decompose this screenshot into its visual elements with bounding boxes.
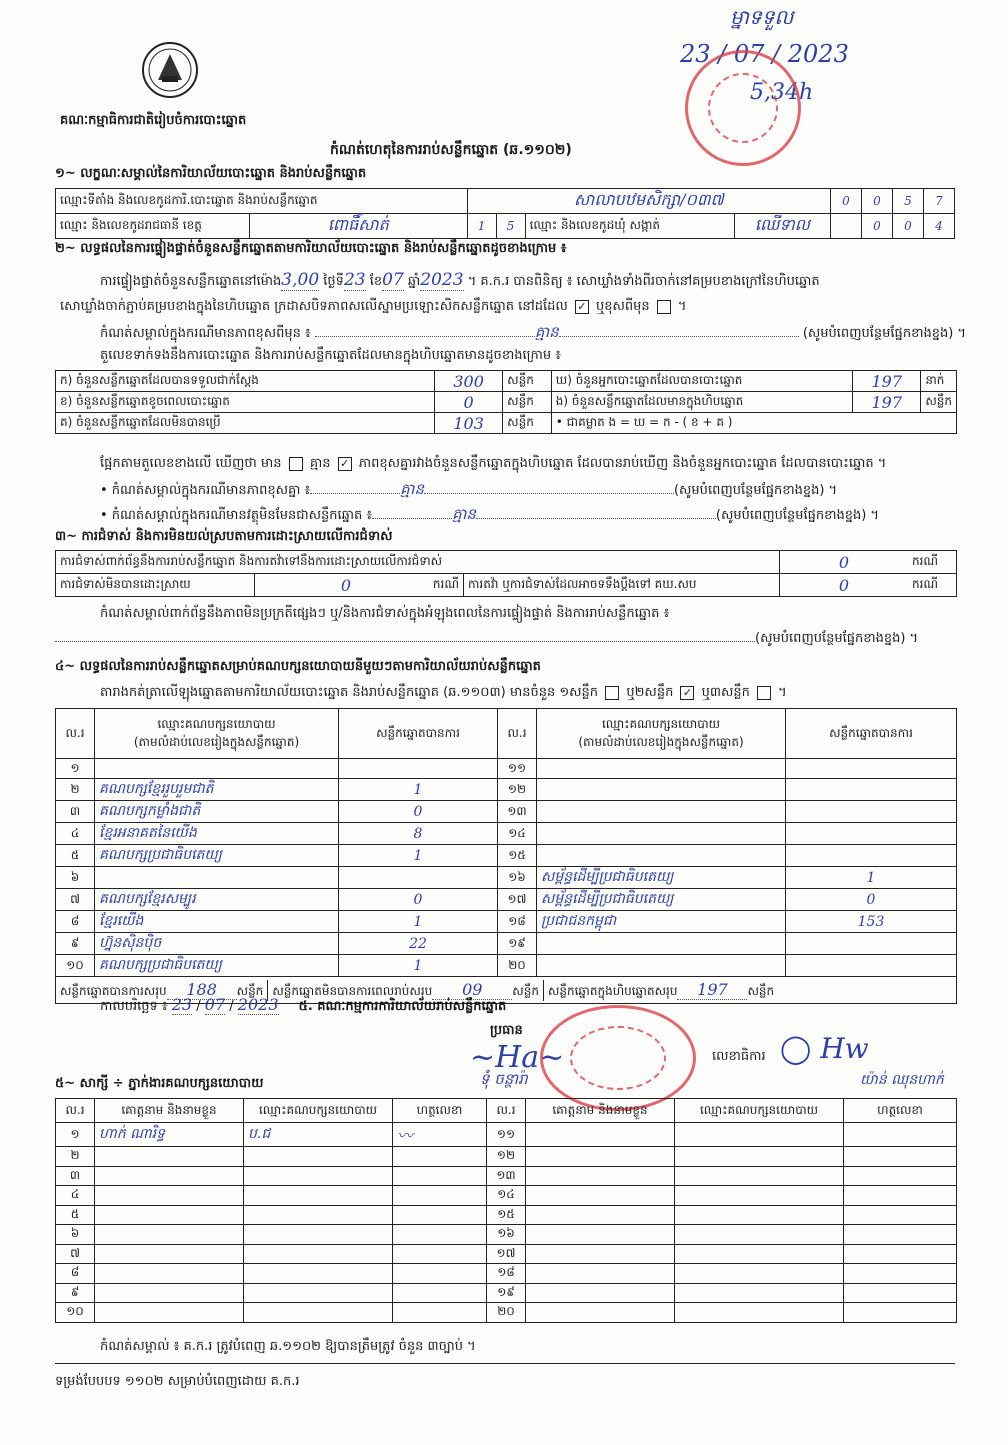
- verify-month: 07: [382, 270, 404, 290]
- difference-note-value: គ្មាន: [400, 480, 424, 498]
- location-code-2: 0: [862, 189, 893, 214]
- witness-party: [244, 1244, 393, 1264]
- result-row: [56, 759, 957, 779]
- witness-party: [675, 1303, 844, 1323]
- witness-signature: [844, 1123, 957, 1147]
- hw-received-time: 5,34h: [750, 80, 814, 105]
- witness-signature: [393, 1166, 487, 1186]
- witness-number: ១៤: [487, 1186, 526, 1206]
- witness-row: [56, 1186, 957, 1206]
- nec-logo: [140, 40, 200, 100]
- party-name: [537, 779, 786, 801]
- party-number: ១២: [498, 779, 537, 801]
- no-difference-checkbox[interactable]: ✓: [338, 457, 352, 471]
- complaint-value: 0: [780, 551, 909, 574]
- verify-year: 2023: [420, 270, 464, 290]
- witness-number: ៧: [56, 1244, 95, 1264]
- sign-day: 23: [171, 995, 193, 1014]
- appeal-value: 0: [780, 574, 909, 597]
- witness-row: [56, 1303, 957, 1323]
- party-name: សម្ព័ន្ធដើម្បីប្រជាធិបតេយ្យ: [537, 867, 786, 889]
- location-code-4: 7: [924, 189, 955, 214]
- witness-name: [526, 1283, 675, 1303]
- party-votes: [786, 823, 957, 845]
- witness-number: ១៧: [487, 1244, 526, 1264]
- secretary-name: យ៉ាន់ ឈុនហាក់: [860, 1072, 944, 1088]
- witness-party: [244, 1147, 393, 1167]
- witness-party: [675, 1244, 844, 1264]
- province-value: ពោធិ៍សាត់: [250, 214, 468, 239]
- witness-name: [526, 1303, 675, 1323]
- official-stamp-top: [685, 50, 801, 166]
- secretary-signature: ◯ Hw: [780, 1032, 869, 1065]
- difference-line: ផ្អែកតាមតួលេខខាងលើ ឃើញថា មាន គ្មាន ✓ ភាពខុសគ្នារវាងចំនួនសន្លឹកឆ្នោតក្នុងហិបឆ្នោត ដែលបានរាប់ឃើញ និងចំនួនអ្នកបោះឆ្នោត ដែលបានបោះឆ្នោត ។: [100, 456, 887, 471]
- witness-row: [56, 1166, 957, 1186]
- party-number: ១៦: [498, 867, 537, 889]
- witness-name: [95, 1147, 244, 1167]
- party-name: គណបក្សកម្លាំងជាតិ: [95, 801, 339, 823]
- witness-party: [244, 1283, 393, 1303]
- verification-line-1: ការផ្ទៀងផ្ទាត់ចំនួនសន្លឹកឆ្នោតនៅម៉ោង3,00 ថ្ងៃទី23 ខែ07 ឆ្នាំ2023 ។ គ.ក.រ បានពិនិត្យ ៖ សោឃ្លាំងទាំងពីរចាក់នៅគម្របខាងក្រៅនៃហិបឆ្នោត: [100, 270, 820, 290]
- location-label: ឈ្មោះទីតាំង និងលេខកូដការិ.បោះឆ្នោត និងរាប់សន្លឹកឆ្នោត: [56, 189, 468, 214]
- section2-title: ២~ លទ្ធផលនៃការផ្ទៀងផ្ទាត់ចំនួនសន្លឹកឆ្នោតតាមការិយាល័យបោះឆ្នោត និងរាប់សន្លឹកឆ្នោតដូចខាងក្រោម ៖: [55, 241, 567, 256]
- witness-party: [675, 1264, 844, 1284]
- witness-party: [675, 1225, 844, 1245]
- party-number: ១៤: [498, 823, 537, 845]
- witness-signature: 〰: [393, 1123, 487, 1147]
- witness-signature: [393, 1225, 487, 1245]
- witness-number: ១៣: [487, 1166, 526, 1186]
- secretary-label: លេខាធិការ: [712, 1049, 766, 1064]
- party-number: ២០: [498, 955, 537, 977]
- party-number: ១៩: [498, 933, 537, 955]
- party-name: គណបក្សប្រជាធិបតេយ្យ: [95, 955, 339, 977]
- total-valid: 188: [167, 980, 237, 1000]
- witness-name: ហាក់ ណារិទ្ធ: [95, 1123, 244, 1147]
- witness-party: [244, 1205, 393, 1225]
- witness-number: ១១: [487, 1123, 526, 1147]
- witness-table: ល.រ គោត្តនាម និងនាមខ្លួន ឈ្មោះគណបក្សនយោបាយ ហត្ថលេខា ល.រ គោត្តនាម និងនាមខ្លួន ឈ្មោះគណបក្សនយោបាយ ហត្ថលេខា ១ ហាក់ ណារិទ្ធ ប.ជ 〰 ១១ ២ ១២ ៣ ១៣ ៤ ១៤ ៥ ១៥ ៦ ១៦ ៧ ១៧ ៨ ១៨ ៩ ១៩ ១០ ២០: [55, 1098, 957, 1323]
- witness-signature: [393, 1303, 487, 1323]
- result-row: [56, 801, 957, 823]
- witness-number: ១: [56, 1123, 95, 1147]
- commune-label: ឈ្មោះ និងលេខកូដឃុំ សង្កាត់: [525, 214, 734, 239]
- sign-month: 07: [204, 995, 226, 1014]
- witness-number: ៨: [56, 1264, 95, 1284]
- party-votes: [339, 867, 498, 889]
- party-votes: 0: [339, 801, 498, 823]
- commune-code-2: 0: [893, 214, 924, 239]
- party-number: ២: [56, 779, 95, 801]
- party-name: គណបក្សខ្មែររួបរួមជាតិ: [95, 779, 339, 801]
- section1-title: ១~ លក្ខណៈសម្គាល់នៃការិយាល័យបោះឆ្នោត និងរាប់សន្លឹកឆ្នោត: [55, 166, 367, 181]
- chair-name: ទុំ ចន្ថារ៉ា: [480, 1070, 528, 1088]
- party-name: គណបក្សខ្មែរសម្បូរ: [95, 889, 339, 911]
- party-name: ប្រជាជនកម្ពុជា: [537, 911, 786, 933]
- witness-name: [95, 1205, 244, 1225]
- witness-party: [244, 1264, 393, 1284]
- province-code-1: 1: [467, 214, 496, 239]
- witness-number: ១០: [56, 1303, 95, 1323]
- party-votes: 22: [339, 933, 498, 955]
- witness-name: [95, 1225, 244, 1245]
- result-row: [56, 933, 957, 955]
- witness-name: [526, 1147, 675, 1167]
- hw-received: ម្នាទទួល: [730, 5, 794, 29]
- party-name: គណបក្សប្រជាធិបតេយ្យ: [95, 845, 339, 867]
- party-name: [537, 955, 786, 977]
- committee-name: គណៈកម្មាធិការជាតិរៀបចំការបោះឆ្នោត: [60, 113, 247, 128]
- witness-signature: [393, 1244, 487, 1264]
- form-code: ទម្រង់បែបបទ ១១០២ សម្រាប់បំពេញដោយ គ.ក.រ: [55, 1374, 300, 1389]
- party-name: [537, 933, 786, 955]
- party-votes: [786, 955, 957, 977]
- figures-intro: តួលេខទាក់ទងនឹងការបោះឆ្នោត និងការរាប់សន្លឹកឆ្នោតដែលមានក្នុងហិបឆ្នោតមានដូចខាងក្រោម ៖: [100, 348, 561, 363]
- form-title: កំណត់ហេតុនៃការរាប់សន្លឹកឆ្នោត (ឆ.១១០២): [330, 142, 572, 158]
- result-row: [56, 889, 957, 911]
- witness-row: [56, 1244, 957, 1264]
- fig-c-label: គ) ចំនួនសន្លឹកឆ្នោតដែលមិនបានប្រើ: [56, 413, 435, 434]
- official-stamp-bottom: [540, 1005, 696, 1111]
- unchanged-checkbox[interactable]: ✓: [575, 300, 589, 314]
- witness-number: ១៨: [487, 1264, 526, 1284]
- section3-title: ៣~ ការជំទាស់ និងការមិនយល់ស្របតាមការដោះស្រាយលើការជំទាស់: [55, 529, 393, 544]
- party-name: [537, 823, 786, 845]
- witness-row: [56, 1205, 957, 1225]
- result-row: [56, 845, 957, 867]
- party-number: ១៨: [498, 911, 537, 933]
- party-number: ៩: [56, 933, 95, 955]
- witness-party: [244, 1166, 393, 1186]
- party-votes: [786, 759, 957, 779]
- result-row: [56, 867, 957, 889]
- party-number: ៨: [56, 911, 95, 933]
- result-row: [56, 823, 957, 845]
- witness-name: [526, 1123, 675, 1147]
- fig-e-value: 197: [853, 392, 921, 413]
- party-number: ១៣: [498, 801, 537, 823]
- fig-a-label: ក) ចំនួនសន្លឹកឆ្នោតដែលបានទទួលជាក់ស្តែង: [56, 371, 435, 392]
- witness-number: ២០: [487, 1303, 526, 1323]
- witness-row: [56, 1123, 957, 1147]
- appeal-label: ការតវ៉ា ឬការជំទាស់ដែលអាចទទឹងប្តឹងទៅ គឃ.សប: [464, 574, 780, 597]
- complaint-label: ការជំទាស់ពាក់ព័ន្ធនឹងការរាប់សន្លឹកឆ្នោត និងការតវ៉ាទៅនឹងការដោះស្រាយលើការជំទាស់: [56, 551, 780, 574]
- witness-row: [56, 1225, 957, 1245]
- unresolved-label: ការជំទាស់មិនបានដោះស្រាយ: [56, 574, 255, 597]
- party-votes: 1: [339, 845, 498, 867]
- difference-note: • កំណត់សម្គាល់ក្នុងករណីមានភាពខុសគ្នា ៖ គ្មាន (សូមបំពេញបន្ថែមផ្នែកខាងខ្នង) ។: [100, 480, 838, 498]
- verify-day: 23: [343, 270, 366, 290]
- signing-date: កាលបរិច្ឆេទ ៖ 23 / 07 / 2023 ៥. គណៈកម្មការការិយាល័យរាប់សន្លឹកឆ្នោត: [100, 995, 507, 1014]
- witness-number: ១៦: [487, 1225, 526, 1245]
- change-note-line: កំណត់សម្គាល់ក្នុងករណីមានភាពខុសពីមុន ៖ គ្មាន (សូមបំពេញបន្ថែមផ្នែកខាងខ្នង) ។: [100, 323, 966, 341]
- witness-signature: [393, 1147, 487, 1167]
- witness-signature: [844, 1244, 957, 1264]
- witness-name: [95, 1244, 244, 1264]
- three-sheets-checkbox[interactable]: [757, 686, 771, 700]
- party-votes: 0: [786, 889, 957, 911]
- commune-code-3: 4: [924, 214, 955, 239]
- witness-name: [526, 1186, 675, 1206]
- witness-signature: [393, 1264, 487, 1284]
- footer-divider: [55, 1363, 955, 1364]
- party-name: ខ្មែរយើង: [95, 911, 339, 933]
- party-number: ១៧: [498, 889, 537, 911]
- party-number: ៤: [56, 823, 95, 845]
- witness-party: [675, 1186, 844, 1206]
- party-votes: 1: [786, 867, 957, 889]
- party-votes: [786, 779, 957, 801]
- witness-name: [95, 1283, 244, 1303]
- party-votes: 1: [339, 911, 498, 933]
- fig-d-value: 197: [853, 371, 921, 392]
- witness-signature: [393, 1283, 487, 1303]
- witness-name: [95, 1186, 244, 1206]
- party-name: [537, 845, 786, 867]
- commune-value: ឈើទាល: [734, 214, 830, 239]
- witness-signature: [844, 1166, 957, 1186]
- chair-label: ប្រធាន: [490, 1023, 523, 1038]
- party-number: ៣: [56, 801, 95, 823]
- party-name: [537, 759, 786, 779]
- witness-signature: [844, 1225, 957, 1245]
- witness-number: ៥: [56, 1205, 95, 1225]
- party-votes: [339, 759, 498, 779]
- witness-signature: [844, 1303, 957, 1323]
- party-name: [537, 801, 786, 823]
- two-sheets-checkbox[interactable]: ✓: [680, 686, 694, 700]
- witness-name: [95, 1166, 244, 1186]
- witness-party: [675, 1123, 844, 1147]
- unresolved-value: 0: [340, 575, 352, 595]
- witness-party: [675, 1147, 844, 1167]
- witness-number: ៣: [56, 1166, 95, 1186]
- witness-number: ១៥: [487, 1205, 526, 1225]
- party-number: ៥: [56, 845, 95, 867]
- tally-sheet-line: តារាងកត់ត្រាលើឡុងឆ្នោតតាមការិយាល័យបោះឆ្នោត និងរាប់សន្លឹកឆ្នោត (ឆ.១១០៣) មានចំនួន ១សន្លឹក ឬ២សន្លឹក ✓ ឬ៣សន្លឹក ។: [100, 685, 787, 700]
- witness-number: ៩: [56, 1283, 95, 1303]
- province-code-2: 5: [496, 214, 525, 239]
- witness-name: [526, 1244, 675, 1264]
- fig-formula: • ជាគម្លាត ង = ឃ = ក - ( ខ + គ ): [551, 413, 956, 434]
- party-number: ១: [56, 759, 95, 779]
- witness-party: [244, 1303, 393, 1323]
- party-number: ៦: [56, 867, 95, 889]
- non-ballot-value: គ្មាន: [452, 505, 476, 523]
- witness-row: [56, 1283, 957, 1303]
- party-votes: 1: [339, 779, 498, 801]
- witness-signature: [844, 1205, 957, 1225]
- witness-signature: [844, 1147, 957, 1167]
- witness-party: [675, 1283, 844, 1303]
- party-votes: 1: [339, 955, 498, 977]
- change-note-value: គ្មាន: [534, 323, 559, 341]
- party-votes: [786, 933, 957, 955]
- witness-number: ១៩: [487, 1283, 526, 1303]
- party-votes: [786, 801, 957, 823]
- verify-time: 3,00: [281, 270, 320, 290]
- commune-code-1: 0: [862, 214, 893, 239]
- witness-party: [675, 1166, 844, 1186]
- party-number: ៧: [56, 889, 95, 911]
- location-code-1: 0: [831, 189, 862, 214]
- witness-signature: [844, 1283, 957, 1303]
- section5-title: ៥~ សាក្សី ÷ ភ្នាក់ងារគណបក្សនយោបាយ: [55, 1076, 264, 1091]
- fig-a-value: 300: [435, 371, 503, 392]
- fig-b-label: ខ) ចំនួនសន្លឹកឆ្នោតខូចពេលបោះឆ្នោត: [56, 392, 435, 413]
- witness-signature: [393, 1205, 487, 1225]
- party-votes: 8: [339, 823, 498, 845]
- party-name: ហ្វ៊ុនស៊ិនប៉ិច: [95, 933, 339, 955]
- witness-party: [244, 1186, 393, 1206]
- changed-checkbox[interactable]: [657, 300, 671, 314]
- fig-b-value: 0: [435, 392, 503, 413]
- witness-signature: [844, 1264, 957, 1284]
- witness-number: ៤: [56, 1186, 95, 1206]
- witness-signature: [844, 1186, 957, 1206]
- party-votes: 0: [339, 889, 498, 911]
- one-sheet-checkbox[interactable]: [605, 686, 619, 700]
- party-name: [95, 759, 339, 779]
- party-votes: [786, 845, 957, 867]
- witness-name: [95, 1303, 244, 1323]
- province-label: ឈ្មោះ និងលេខកូដរាជធានី ខេត្ត: [56, 214, 250, 239]
- result-row: [56, 779, 957, 801]
- witness-row: [56, 1264, 957, 1284]
- section4-title: ៤~ លទ្ធផលនៃការរាប់សន្លឹកឆ្នោតសម្រាប់គណបក្សនយោបាយនីមួយៗតាមការិយាល័យរាប់សន្លឹកឆ្នោត: [55, 659, 541, 674]
- witness-name: [95, 1264, 244, 1284]
- witness-row: [56, 1147, 957, 1167]
- location-value: សាលាបឋមសិក្សា/០៣៧: [467, 189, 830, 214]
- non-ballot-note: • កំណត់សម្គាល់ក្នុងករណីមានវត្ថុមិនមែនជាសន្លឹកឆ្នោត ៖ គ្មាន (សូមបំពេញបន្ថែមផ្នែកខាងខ្នង) ។: [100, 505, 880, 523]
- fig-c-value: 103: [435, 413, 503, 434]
- result-row: [56, 955, 957, 977]
- total-in-box: 197: [677, 980, 747, 1000]
- witness-party: [244, 1225, 393, 1245]
- witness-name: [526, 1264, 675, 1284]
- party-name: សម្ព័ន្ធដើម្បីប្រជាធិបតេយ្យ: [537, 889, 786, 911]
- fig-d-label: ឃ) ចំនួនអ្នកបោះឆ្នោតដែលបានបោះឆ្នោត: [551, 371, 852, 392]
- party-name: ខ្មែរអនាគតនៃយើង: [95, 823, 339, 845]
- fig-e-label: ង) ចំនួនសន្លឹកឆ្នោតដែលមានក្នុងហិបឆ្នោត: [551, 392, 852, 413]
- witness-signature: [393, 1186, 487, 1206]
- witness-name: [526, 1166, 675, 1186]
- party-votes: 153: [786, 911, 957, 933]
- figures-table: ក) ចំនួនសន្លឹកឆ្នោតដែលបានទទួលជាក់ស្តែង 300 សន្លឹក ឃ) ចំនួនអ្នកបោះឆ្នោតដែលបានបោះឆ្នោត 197 នាក់ ខ) ចំនួនសន្លឹកឆ្នោតខូចពេលបោះឆ្នោត 0 សន្លឹក ង) ចំនួនសន្លឹកឆ្នោតដែលមានក្នុងហិបឆ្នោត 197 សន្លឹក គ) ចំនួនសន្លឹកឆ្នោតដែលមិនបានប្រើ 103 សន្លឹក • ជាគម្លាត ង = ឃ = ក - ( ខ + គ ): [55, 370, 957, 434]
- footer-note: កំណត់សម្គាល់ ៖ គ.ក.រ ត្រូវបំពេញ ឆ.១១០២ ឱ្យបានត្រឹមត្រូវ ចំនួន ៣ច្បាប់ ។: [100, 1339, 476, 1354]
- complaints-table: ការជំទាស់ពាក់ព័ន្ធនឹងការរាប់សន្លឹកឆ្នោត និងការតវ៉ាទៅនឹងការដោះស្រាយលើការជំទាស់ 0 ករណី ការជំទាស់មិនបានដោះស្រាយ 0 ករណី ការតវ៉ា ឬការជំទាស់ដែលអាចទទឹងប្តឹងទៅ គឃ.សប 0 ករណី: [55, 550, 957, 597]
- location-code-3: 5: [893, 189, 924, 214]
- total-invalid: 09: [432, 980, 512, 1000]
- sign-year: 2023: [237, 995, 279, 1014]
- party-number: ១០: [56, 955, 95, 977]
- witness-party: ប.ជ: [244, 1123, 393, 1147]
- witness-name: [526, 1225, 675, 1245]
- irregularity-note: កំណត់សម្គាល់ពាក់ព័ន្ធនឹងភាពមិនប្រក្រតីផ្សេងៗ ឬ/និងការជំទាស់ក្នុងអំឡុងពេលនៃការផ្ទៀងផ្ទាត់ និងការរាប់សន្លឹកឆ្នោត ៖: [100, 606, 670, 621]
- witness-number: ២: [56, 1147, 95, 1167]
- result-row: [56, 911, 957, 933]
- hw-received-date: 23 / 07 / 2023: [680, 40, 849, 68]
- has-difference-checkbox[interactable]: [289, 457, 303, 471]
- results-table: ល.រ ឈ្មោះគណបក្សនយោបាយ (តាមលំដាប់លេខរៀងក្នុងសន្លឹកឆ្នោត) សន្លឹកឆ្នោតបានការ ល.រ ឈ្មោះគណបក្សនយោបាយ (តាមលំដាប់លេខរៀងក្នុងសន្លឹកឆ្នោត) សន្លឹកឆ្នោតបានការ ១ ១១ ២ គណបក្សខ្មែររួបរួមជាតិ 1 ១២ ៣ គណបក្សកម្លាំងជាតិ 0 ១៣ ៤ ខ្មែរអនាគតនៃយើង 8 ១៤ ៥ គណបក្សប្រជាធិបតេយ្យ 1 ១៥ ៦ ១៦ សម្ព័ន្ធដើម្បីប្រជាធិបតេយ្យ 1 ៧ គណបក្សខ្មែរសម្បូរ 0 ១៧ សម្ព័ន្ធដើម្បីប្រជាធិបតេយ្យ 0 ៨ ខ្មែរយើង 1 ១៨ ប្រជាជនកម្ពុជា 153 ៩ ហ្វ៊ុនស៊ិនប៉ិច 22 ១៩ ១០ គណបក្សប្រជាធិបតេយ្យ 1 ២០ សន្លឹកឆ្នោតបានការសរុប 188 សន្លឹក សន្លឹកឆ្នោតមិនបានការពេលរាប់សរុប 09 សន្លឹក សន្លឹកឆ្នោតក្នុងហិបឆ្នោតសរុប 197 សន្លឹក: [55, 708, 957, 1004]
- witness-number: ១២: [487, 1147, 526, 1167]
- section1-table: [55, 188, 955, 239]
- party-number: ១៥: [498, 845, 537, 867]
- witness-number: ៦: [56, 1225, 95, 1245]
- party-number: ១១: [498, 759, 537, 779]
- witness-party: [675, 1205, 844, 1225]
- chair-signature: ~Ha~: [470, 1040, 565, 1075]
- verification-line-2: សោឃ្លាំងចាក់ភ្ជាប់គម្របខាងក្នុងនៃហិបឆ្នោត ក្រដាសបិទភាពសលើស្នាមប្រឡោះសិកសន្លឹកឆ្នោត នៅដដែល ✓ ឬខុសពីមុន ។: [60, 299, 687, 314]
- witness-name: [526, 1205, 675, 1225]
- party-name: [95, 867, 339, 889]
- irregularity-line: (សូមបំពេញបន្ថែមផ្នែកខាងខ្នង) ។: [55, 630, 918, 649]
